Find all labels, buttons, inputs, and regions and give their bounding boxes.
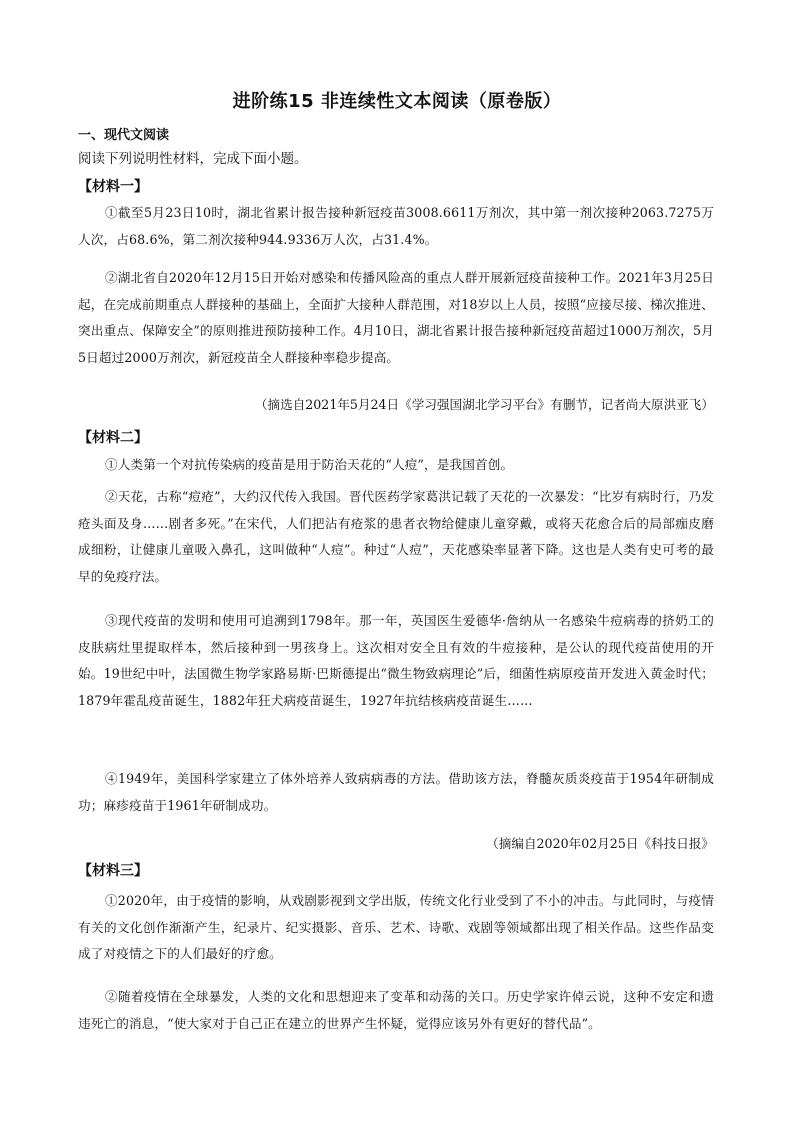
document-title: 进阶练15 非连续性文本阅读（原卷版） (232, 91, 562, 112)
material-2-label: 【材料二】 (78, 430, 148, 446)
material-1-label: 【材料一】 (78, 179, 148, 195)
section-heading: 一、现代文阅读 (78, 128, 170, 143)
material-2-paragraph-4: ④1949年，美国科学家建立了体外培养人致病病毒的方法。借助该方法，脊髓灰质炎疫苗于1954年研制成功；麻疹疫苗于1961年研制成功。 (78, 771, 714, 813)
material-3-paragraph-1: ①2020年，由于疫情的影响，从戏剧影视到文学出版，传统文化行业受到了不小的冲击。与此同时，与疫情有关的文化创作渐渐产生，纪录片、纪实摄影、音乐、艺术、诗歌、戏剧等领域都出现了相关作品。这些作品变成了对疫情之下的人们最好的疗愈。 (78, 893, 714, 961)
material-2-paragraph-3: ③现代疫苗的发明和使用可追溯到1798年。那一年，英国医生爱德华·詹纳从一名感染牛痘病毒的挤奶工的皮肤病灶里提取样本，然后接种到一男孩身上。这次相对安全且有效的牛痘接种，是公认的现代疫苗使用的开始。19世纪中叶，法国微生物学家路易斯·巴斯德提出“微生物致病理论”后，细菌性病原疫苗开发进入黄金时代；1879年霍乱疫苗诞生，1882年狂犬病疫苗诞生，1927年抗结核病疫苗诞生…… (78, 613, 714, 708)
material-1-paragraph-1: ①截至5月23日10时，湖北省累计报告接种新冠疫苗3008.6611万剂次，其中第一剂次接种2063.7275万人次，占68.6%，第二剂次接种944.9336万人次，占31.4%。 (78, 205, 714, 247)
material-1-paragraph-2: ②湖北省自2020年12月15日开始对感染和传播风险高的重点人群开展新冠疫苗接种工作。2021年3月25日起，在完成前期重点人群接种的基础上，全面扩大接种人群范围，对18岁以上人员，按照“应接尽接、梯次推进、突出重点、保障安全”的原则推进预防接种工作。4月10日，湖北省累计报告接种新冠疫苗超过1000万剂次，5月5日超过2000万剂次，新冠疫苗全人群接种率稳步提高。 (78, 270, 714, 365)
material-3-label: 【材料三】 (78, 863, 148, 879)
instruction-text: 阅读下列说明性材料，完成下面小题。 (78, 151, 308, 167)
material-2-paragraph-2: ②天花，古称“痘疮”，大约汉代传入我国。晋代医药学家葛洪记载了天花的一次暴发：“比岁有病时行，乃发疮头面及身……剧者多死。”在宋代，人们把沾有疮浆的患者衣物给健康儿童穿戴，或将天花愈合后的局部痂皮磨成细粉，让健康儿童吸入鼻孔，这叫做种“人痘”。种过“人痘”，天花感染率显著下降。这也是人类有史可考的最早的免疫疗法。 (78, 489, 714, 584)
material-2-source: （摘编自2020年02月25日《科技日报》 (486, 836, 714, 851)
material-2-paragraph-1: ①人类第一个对抗传染病的疫苗是用于防治天花的“人痘”，是我国首创。 (105, 457, 514, 472)
material-3-paragraph-2: ②随着疫情在全球暴发，人类的文化和思想迎来了变革和动荡的关口。历史学家许倬云说，这种不安定和遗违死亡的消息，“使大家对于自己正在建立的世界产生怀疑，觉得应该另外有更好的替代品”。 (78, 989, 714, 1031)
material-1-source: （摘选自2021年5月24日《学习强国湖北学习平台》有删节，记者尚大原洪亚飞） (254, 397, 714, 412)
